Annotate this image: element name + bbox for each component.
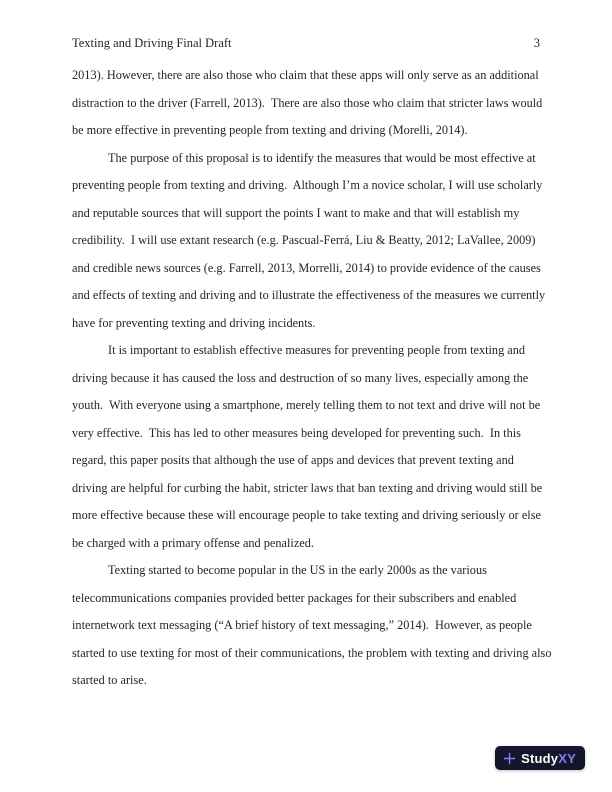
text-line: driving because it has caused the loss and destruction of so many lives, especially among the <box>72 370 529 385</box>
studyxy-logo-badge <box>495 746 585 770</box>
text-line: have for preventing texting and driving incidents. <box>72 315 316 330</box>
text-line: started to use texting for most of their communications, the problem with texting and driving also <box>72 645 552 660</box>
text-line: preventing people from texting and driving. Although I’m a novice scholar, I will use scholarly <box>72 178 543 192</box>
document-body <box>72 62 552 695</box>
text-line: be more effective in preventing people from texting and driving (Morelli, 2014). <box>72 123 468 137</box>
text-line: It is important to establish effective measures for preventing people from texting and <box>108 343 526 357</box>
plus-icon <box>503 752 516 765</box>
text-line: The purpose of this proposal is to identify the measures that would be most effective at <box>108 150 536 165</box>
text-line: regard, this paper posits that although the use of apps and devices that prevent texting and <box>72 453 514 467</box>
text-line: credibility. I will use extant research (e.g. Pascual-Ferrá, Liu & Beatty, 2012; LaVallee, 2009) <box>72 233 536 247</box>
text-line: very effective. This has led to other measures being developed for preventing such. In this <box>72 425 521 440</box>
text-line: and reputable sources that will support the points I want to make and that will establish my <box>72 205 520 220</box>
text-line: telecommunications companies provided better packages for their subscribers and enabled <box>72 590 517 605</box>
text-line: and effects of texting and driving and to illustrate the effectiveness of the measures we currently <box>72 288 546 302</box>
text-line: driving are helpful for curbing the habit, stricter laws that ban texting and driving would still be <box>72 480 543 495</box>
text-line: Texting started to become popular in the US in the early 2000s as the various <box>108 563 487 577</box>
brand-name <box>521 751 576 766</box>
brand-name-primary: Study <box>521 750 559 766</box>
text-line: and credible news sources (e.g. Farrell, 2013, Morrelli, 2014) to provide evidence of the causes <box>72 260 541 275</box>
page-number: 3 <box>533 36 540 50</box>
text-line: internetwork text messaging (“A brief history of text messaging,” 2014). However, as people <box>72 618 532 632</box>
text-line: youth. With everyone using a smartphone, merely telling them to not text and drive will not be <box>72 398 541 412</box>
running-head-title: Texting and Driving Final Draft <box>72 36 232 50</box>
text-line: distraction to the driver (Farrell, 2013). There are also those who claim that stricter laws would <box>72 95 543 110</box>
text-line: be charged with a primary offense and penalized. <box>72 535 314 550</box>
text-line: more effective because these will encourage people to take texting and driving seriously or else <box>72 508 541 522</box>
text-line: started to arise. <box>72 673 147 687</box>
text-line: 2013). However, there are also those who claim that these apps will only serve as an additional <box>72 68 539 82</box>
brand-name-accent: XY <box>558 750 576 766</box>
running-head <box>72 36 540 51</box>
